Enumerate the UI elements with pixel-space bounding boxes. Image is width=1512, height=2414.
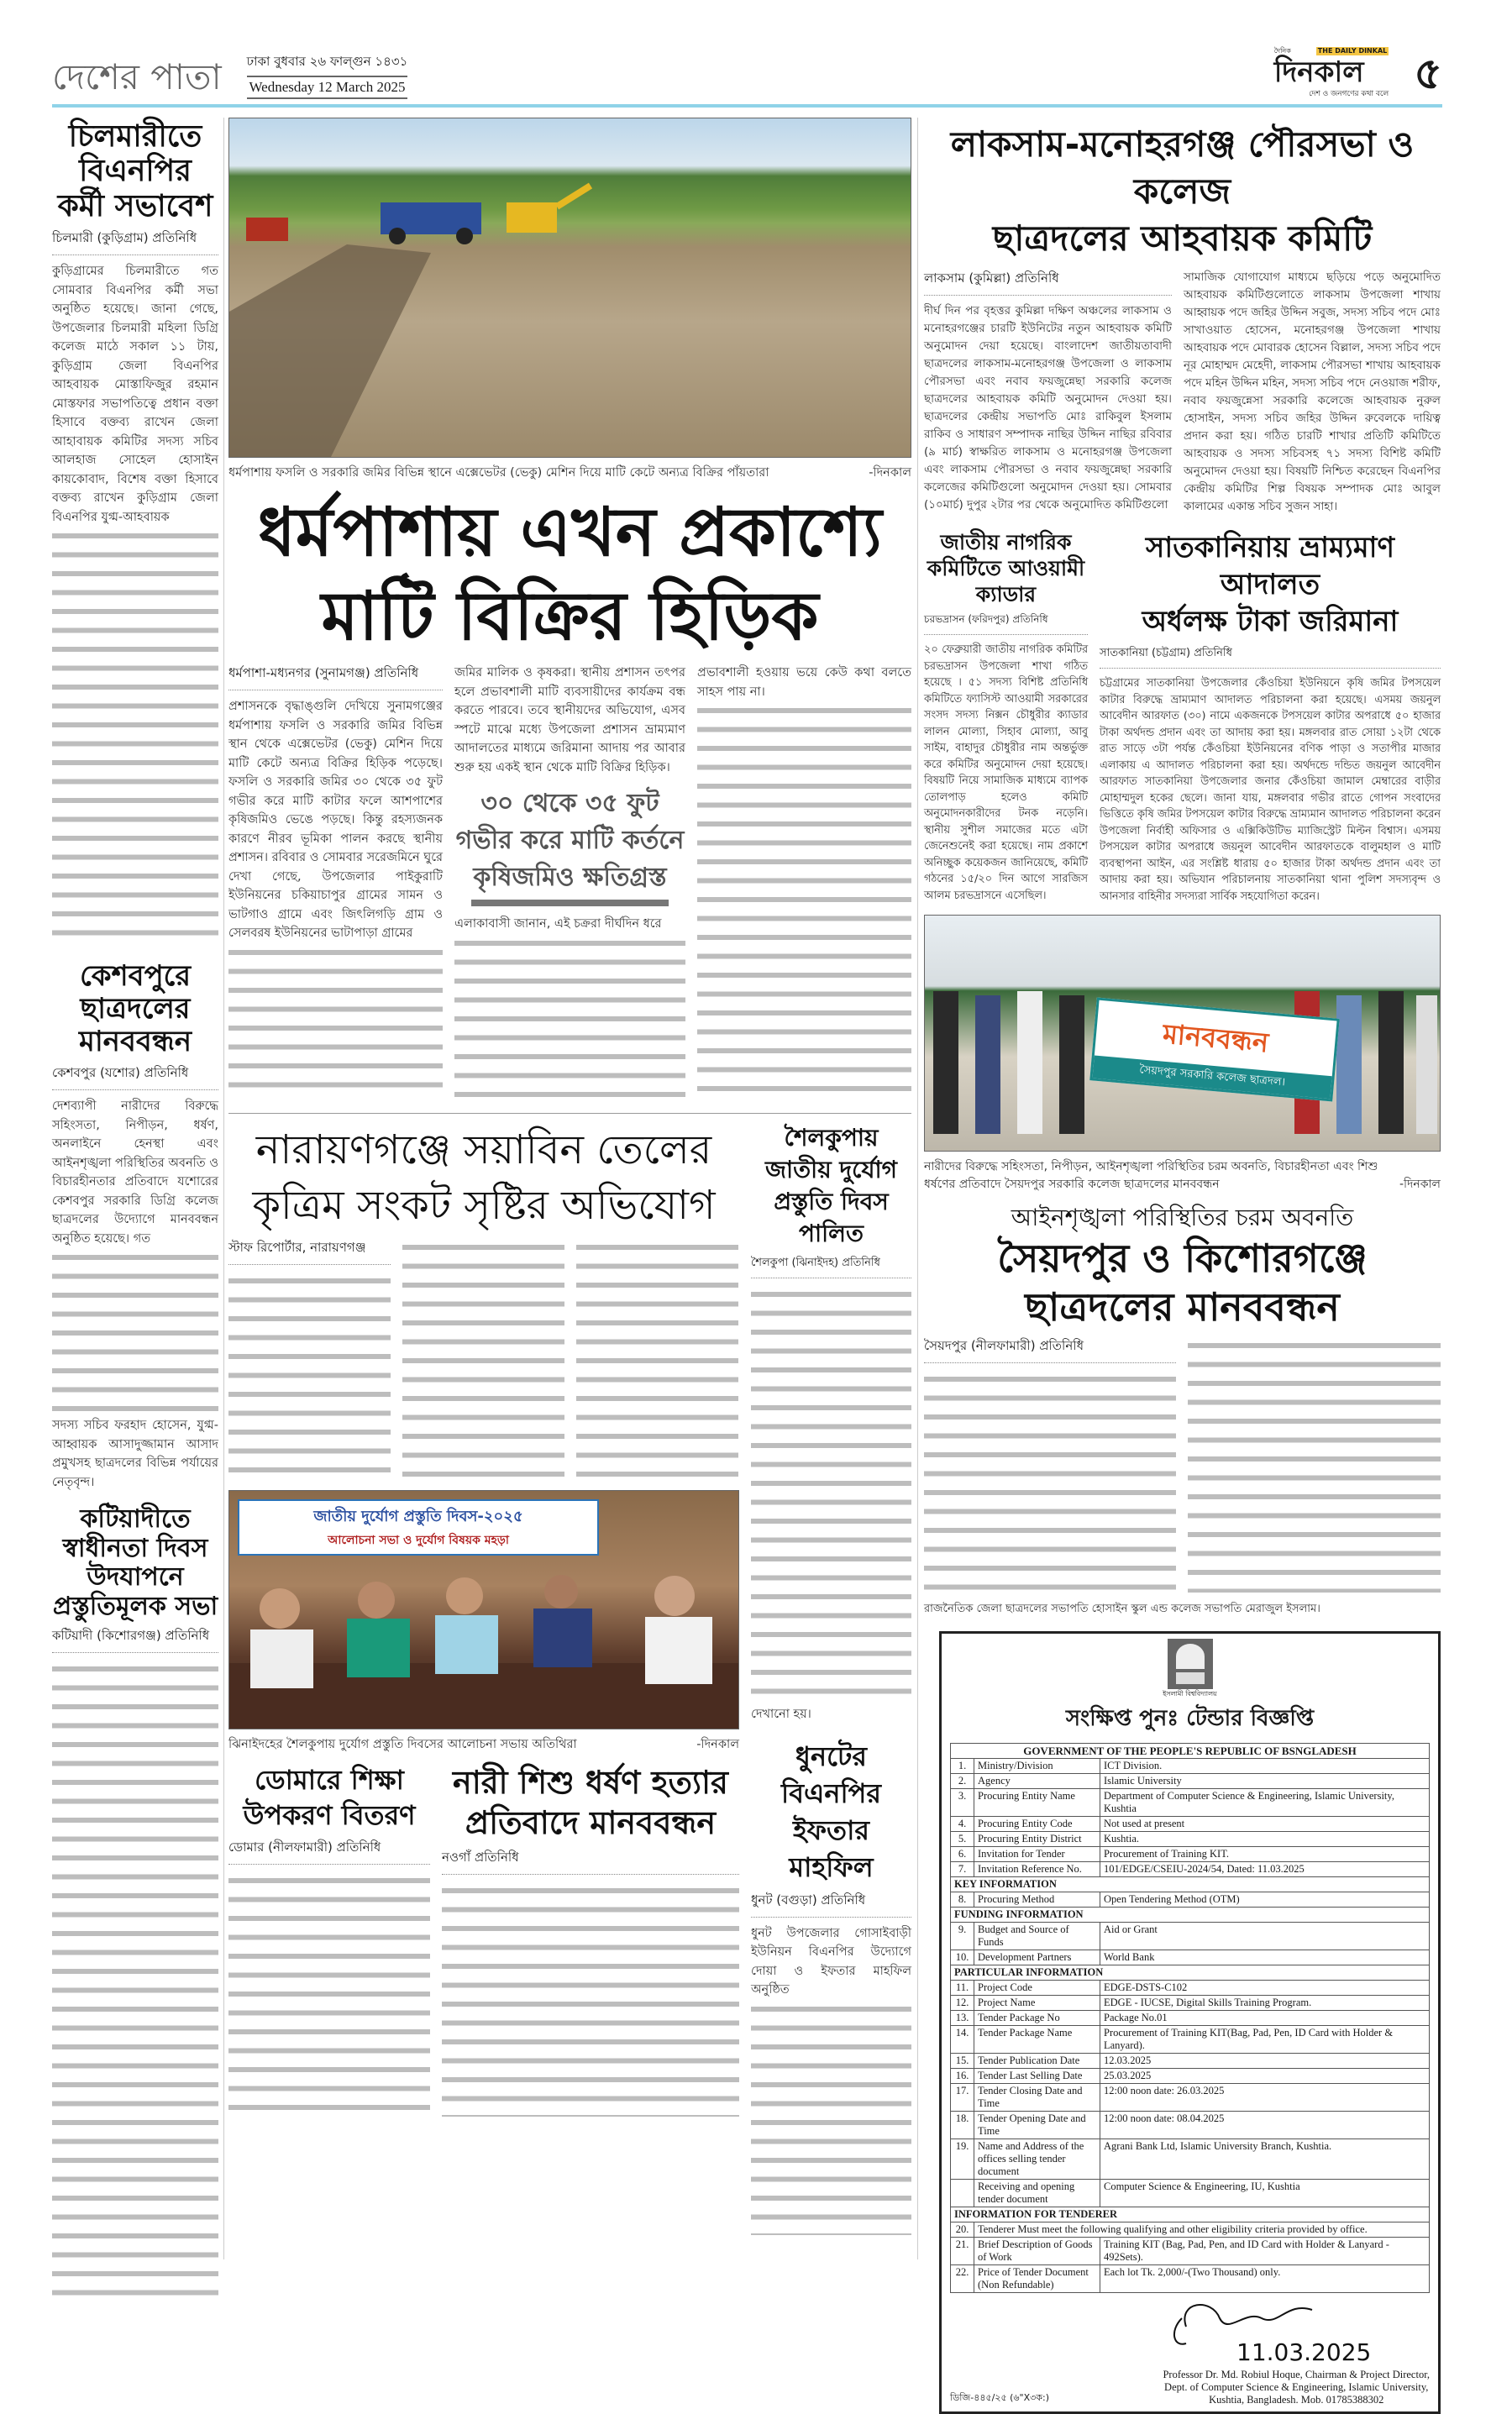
body-text-continued [52,1248,218,1416]
body-col-2-top: জমির মালিক ও কৃষকরা। স্থানীয় প্রশাসন তৎপর হলে প্রভাবশালী মাটি ব্যবসায়ীদের কার্যক্রম বন্ধ করতে পারবে। তবে স্থানীয়দের অভিযোগ, এসব স্পটে মাঝে মধ্যে উপজেলা প্রশাসন ভ্রাম্যমাণ আদালতের মাধ্যমে জরিমানা আদায় পর আবার শুরু হয় একই স্থান থেকে মাটি বিক্রির হিড়িক। [454,666,685,774]
row-number: 12. [951,1995,974,2010]
banner-title: মানববন্ধন [1161,1017,1270,1059]
caption-text: ধর্মপাশায় ফসলি ও সরকারি জমির বিভিন্ন স্থানে এক্সেভেটর (ভেকু) মেশিন দিয়ে মাটি কেটে অন্যত্র বিক্রির পাঁয়তারা [228,466,769,480]
table-row [951,1788,1430,1816]
mid-right-articles [924,529,1441,905]
page-number: ৫ [1414,49,1442,99]
section-label: FUNDING INFORMATION [951,1907,1430,1922]
row-number: 16. [951,2068,974,2083]
signatory-line: Professor Dr. Md. Robiul Hoque, Chairman & Project Director, [1163,2368,1430,2380]
table-row [951,2237,1430,2264]
row-value: Kushtia. [1100,1831,1430,1846]
row-value: Agrani Bank Ltd, Islamic University Branch, Kushtia. [1100,2138,1430,2179]
row-value: 12:00 noon date: 08.04.2025 [1100,2111,1430,2138]
headline-line: সাতকানিয়ায় ভ্রাম্যমাণ আদালত [1145,531,1395,601]
signatory-line: Dept. of Computer Science & Engineering, Islamic University, [1164,2380,1429,2393]
table-section-row [951,2207,1430,2222]
signatory-line: Kushtia, Bangladesh. Mob. 01785388302 [1209,2393,1384,2406]
logo-caption: ইসলামী বিশ্ববিদ্যালয় [1163,1689,1217,1698]
table-row [951,2264,1430,2292]
svg-text:11.03.2025: 11.03.2025 [1236,2338,1372,2366]
row-label: Name and Address of the offices selling tender document [974,2138,1100,2179]
row-label: Procuring Entity Name [974,1788,1100,1816]
table-row [951,2222,1430,2237]
table-row [951,1922,1430,1950]
section-label: INFORMATION FOR TENDERER [951,2207,1430,2222]
government-heading: GOVERNMENT OF THE PEOPLE'S REPUBLIC OF BSNGLADESH [951,1743,1430,1758]
table-row [951,2138,1430,2179]
row-value: EDGE - IUCSE, Digital Skills Training Program. [1100,1995,1430,2010]
headline-line: সৈয়দপুর ও কিশোরগঞ্জে [997,1236,1368,1281]
row-value: World Bank [1100,1950,1430,1965]
header-rule [52,104,1442,108]
row-label: Price of Tender Document (Non Refundable) [974,2264,1100,2292]
article-katiadi [52,1505,218,2298]
headline-line: ধর্মপাশায় এখন প্রকাশ্যে [258,493,882,571]
row-label: Tender Publication Date [974,2053,1100,2068]
row-number: 6. [951,1846,974,1861]
body-text-end: দেখানো হয়। [751,1708,811,1721]
row-label: Invitation Reference No. [974,1861,1100,1876]
row-number: 2. [951,1773,974,1788]
byline: চরভদ্রাসন (ফরিদপুর) প্রতিনিধি [924,612,1088,635]
article-laksam [924,269,1441,516]
section-label: PARTICULAR INFORMATION [951,1965,1430,1980]
row-number: 18. [951,2111,974,2138]
article-chilmari [52,119,218,947]
table-row [951,2083,1430,2111]
signature [1161,2293,1396,2369]
section-title: দেশের পাতা [52,56,222,97]
byline: কেশবপুর (যশোর) প্রতিনিধি [52,1063,218,1090]
pull-quote-rule [471,900,669,906]
article-satkania [1100,529,1441,905]
body-text: কুড়িগ্রামের চিলমারীতে গত সোমবার বিএনপির কর্মী সভা অনুষ্ঠিত হয়েছে। জানা গেছে, উপজেলার চিলমারী মহিলা ডিগ্রি কলেজ মাঠে সকাল ১১ টায়, কুড়িগ্রাম জেলা বিএনপির আহবায়ক মোস্তাফিজুর রহমান মোস্তফার সভাপতিত্বে প্রধান বক্তা হিসাবে বক্তব্য রাখেন জেলা আহাবায়ক কমিটির সদস্য সচিব আলহাজ সোহেল হোসাইন কায়কোবাদ, বিশেষ বক্তা হিসাবে বক্তব্য রাখেন কুড়িগ্রাম জেলা বিএনপির যুগ্ম-আহবায়ক [52,265,218,524]
row-label: Tender Package No [974,2010,1100,2025]
body-col-2-bottom: এলাকাবাসী জানান, এই চক্ররা দীর্ঘদিন ধরে [454,917,662,931]
left-column [52,119,218,2298]
row-value: Computer Science & Engineering, IU, Kushtia [1100,2179,1430,2207]
row-number: 1. [951,1758,974,1773]
body-text: ধুনট উপজেলার গোসাইবাড়ী ইউনিয়ন বিএনপির উদ্যোগে দোয়া ও ইফতার মাহফিল অনুষ্ঠিত [751,1926,911,1997]
photo-credit: -দিনকাল [1399,1178,1441,1191]
headline [442,1762,739,1843]
center-column [228,118,911,2235]
body-col-3: প্রভাবশালী হওয়ায় ভয়ে কেউ কথা বলতে সাহস পায় না। [697,666,911,699]
body-text [52,1660,218,2298]
row-value: Not used at present [1100,1816,1430,1831]
headline: ধুনটের বিএনপির ইফতার মাহফিল [781,1740,881,1883]
body-text-continued [52,527,218,947]
row-number: 5. [951,1831,974,1846]
article-charbhadrasan [924,529,1088,904]
byline: চিলমারী (কুড়িগ্রাম) প্রতিনিধি [52,228,218,255]
table-section-row [951,1965,1430,1980]
headline: কটিয়াদীতে স্বাধীনতা দিবস উদযাপনে প্রস্তুতিমূলক সভা [52,1504,218,1621]
row-label: Invitation for Tender [974,1846,1100,1861]
photo-excavation-field [228,118,911,458]
logo-text: দিনকাল [1273,55,1364,89]
headline-line: ছাত্রদলের আহবায়ক কমিটি [992,218,1373,259]
photo-caption [228,464,911,482]
table-row [951,1816,1430,1831]
body-col-3-continued [697,701,911,1105]
column-rule [223,118,224,2259]
body-col-1: দীর্ঘ দিন পর বৃহত্তর কুমিল্লা দক্ষিণ অঞ্চলের লাকসাম ও মনোহরগঞ্জের চারটি ইউনিটের নতুন আহবায়ক কমিটি অনুমোদন দেয়া হয়েছে। বাংলাদেশ জাতীয়তাবাদী ছাত্রদলের লাকসাম-মনোহরগঞ্জ উপজেলা ও লাকসাম পৌরসভা এবং নবাব ফয়জুন্নেছা সরকারি কলেজ ছাত্রদলের আহবায়ক কমিটি অনুমোদন দেওয়া হয়। ছাত্রদলের কেন্দ্রীয় সভাপতি মোঃ রাকিবুল ইসলাম রাকিব ও সাধারণ সম্পাদক নাছির উদ্দিন নাছির রবিবার (৯ মার্চ) স্বাক্ষরিত লাকসাম ও মনোহরগঞ্জ উপজেলা এবং লাকসাম পৌরসভা ও নবাব ফয়জুন্নেছা সরকারি কলেজের কমিটিগুলো অনুমোদন দেওয়া হয়। সোমবার (১০মার্চ) দুপুর ২টার পর থেকে অনুমোদিত কমিটিগুলো [924,304,1172,512]
photo-caption [924,1158,1441,1194]
row-value: Training KIT (Bag, Pad, Pen, and ID Card with Holder & Lanyard - 492Sets). [1100,2237,1430,2264]
headline-laksam [924,121,1441,262]
row-label: Receiving and opening tender document [974,2179,1100,2207]
table-section-row [951,1907,1430,1922]
logo-small-text: দৈনিক [1273,47,1291,55]
article-dharmapasha [228,664,911,1105]
table-header-row [951,1743,1430,1758]
headline-dharmapasha [228,491,911,659]
row-number: 19. [951,2138,974,2179]
row-number: 8. [951,1892,974,1907]
headline: কেশবপুরে ছাত্রদলের মানববন্ধন [78,959,192,1059]
row-label: Brief Description of Goods of Work [974,2237,1100,2264]
row-value: 12:00 noon date: 26.03.2025 [1100,2083,1430,2111]
body-text-end: সদস্য সচিব ফরহাদ হোসেন, যুগ্ম-আহ্বায়ক আসাদুজ্জামান আসাদ প্রমুখসহ ছাত্রদলের বিভিন্ন পর্যায়ের নেতৃবৃন্দ। [52,1419,218,1489]
article-dhunat [751,1738,911,2235]
logo-tagline: দেশ ও জনগণের কথা বলে [1309,90,1389,98]
row-label: Tender Opening Date and Time [974,2111,1100,2138]
table-row [951,1892,1430,1907]
row-label: Tender Closing Date and Time [974,2083,1100,2111]
banner-title: জাতীয় দুর্যোগ প্রস্তুতি দিবস-২০২৫ [313,1508,523,1525]
headline-line: প্রতিবাদে মানববন্ধন [465,1804,717,1841]
ad-code: ডিজি-৪৪৫/২৫ (৬"X৩ক:) [950,2391,1049,2403]
row-number [951,2179,974,2207]
banner-subtitle: আলোচনা সভা ও দুর্যোগ বিষয়ক মহড়া [328,1534,509,1547]
date-block [247,52,408,99]
bottom-articles [228,1762,739,2123]
table-row [951,1831,1430,1846]
headline-line: ছাত্রদলের মানববন্ধন [1025,1284,1340,1330]
row-number: 9. [951,1922,974,1950]
article-naogaon [442,1762,739,2117]
row-value: Procurement of Training KIT(Bag, Pad, Pen, ID Card with Holder & Lanyard). [1100,2025,1430,2053]
row-value: Each lot Tk. 2,000/-(Two Thousand) only. [1100,2264,1430,2292]
date-english: Wednesday 12 March 2025 [247,77,408,99]
table-row [951,2179,1430,2207]
photo-credit: -দিনকাল [696,1738,739,1751]
headline: শৈলকুপায় জাতীয় দুর্যোগ প্রস্তুতি দিবস পালিত [765,1124,897,1247]
photo-human-chain [924,915,1441,1152]
table-row [951,1861,1430,1876]
row-number: 20. [951,2222,974,2237]
row-number: 22. [951,2264,974,2292]
row-number: 14. [951,2025,974,2053]
photo-caption [228,1736,739,1754]
section-rule [228,1113,911,1114]
byline: ধুনট (বগুড়া) প্রতিনিধি [751,1891,911,1918]
headline-line: লাকসাম-মনোহরগঞ্জ পৌরসভা ও কলেজ [950,123,1415,212]
byline: সৈয়দপুর (নীলফামারী) প্রতিনিধি [924,1336,1176,1363]
table-row [951,1995,1430,2010]
byline: ডোমার (নীলফামারী) প্রতিনিধি [228,1838,430,1865]
row-value: 25.03.2025 [1100,2068,1430,2083]
headline-saidpur [924,1202,1441,1331]
tender-title: সংক্ষিপ্ত পুনঃ টেন্ডার বিজ্ঞপ্তি [1065,1705,1315,1731]
table-row [951,1758,1430,1773]
byline: কটিয়াদী (কিশোরগঞ্জ) প্রতিনিধি [52,1626,218,1653]
body-col-2-continued [454,934,685,1102]
table-row [951,2068,1430,2083]
row-number: 11. [951,1980,974,1995]
body-text [228,1871,430,2123]
date-bengali: ঢাকা বুধবার ২৬ ফাল্গুন ১৪৩১ [247,52,408,77]
table-row [951,1773,1430,1788]
row-number: 17. [951,2083,974,2111]
headline-line: অর্ধলক্ষ টাকা জরিমানা [1142,605,1399,638]
row-value: Package No.01 [1100,2010,1430,2025]
row-number: 3. [951,1788,974,1816]
body-text [924,1370,1176,1597]
headline: জাতীয় নাগরিক কমিটিতে আওয়ামী ক্যাডার [927,530,1085,606]
row-number: 13. [951,2010,974,2025]
body-text-end: রাজনৈতিক জেলা ছাত্রদলের সভাপতি হোসাইন স্কুল এন্ড কলেজ সভাপতি মেরাজুল ইসলাম। [924,1603,1320,1615]
body-text: দেশব্যাপী নারীদের বিরুদ্ধে সহিংসতা, নিপীড়ন, ধর্ষণ, অনলাইনে হেনস্থা এবং আইনশৃঙ্খলা পরিস্থিতির অবনতি ও বিচারহীনতার প্রতিবাদে যশোরের কেশবপুর সরকারি ডিগ্রি কলেজ ছাত্রদলের উদ্যোগে মানববন্ধন অনুষ্ঠিত হয়েছে। গত [52,1099,218,1246]
body-text [402,1238,564,1477]
row-number: 4. [951,1816,974,1831]
byline: নওগাঁ প্রতিনিধি [442,1848,739,1875]
byline: লাকসাম (কুমিল্লা) প্রতিনিধি [924,269,1172,296]
table-row [951,2111,1430,2138]
row-number: 10. [951,1950,974,1965]
byline: স্টাফ রিপোর্টার, নারায়ণগঞ্জ [228,1238,391,1265]
row-label: Procuring Method [974,1892,1100,1907]
tender-notice [939,1631,1441,2414]
row-label: Project Name [974,1995,1100,2010]
body-col-1: প্রশাসনকে বৃদ্ধাঙ্গুলি দেখিয়ে সুনামগঞ্জের ধর্মপাশায় ফসলি ও সরকারি জমির বিভিন্ন স্থান থেকে এক্সেভেটর (ভেকু) মেশিন দিয়ে মাটি কেটে অন্যত্র বিক্রির হিড়িক পড়েছে। ফসলি ও সরকারি জমির ৩০ থেকে ৩৫ ফুট গভীর করে মাটি কাটার ফলে আশপাশের কৃষিজমিও ভেঙে পড়ছে। কিন্তু রহস্যজনক কারণে নীরব ভূমিকা পালন করছে স্থানীয় প্রশাসন। রবিবার ও সোমবার সরেজমিনে ঘুরে দেখা গেছে, উপজেলার পাইকুরাটি ইউনিয়নের চকিয়াচাপুর গ্রামের সামন ও ভাটগাও গ্রামে এবং জিৎলিগড়ি গ্রাম ও সেলবরষ ইউনিয়নের ভাটাপাড়া গ্রামের [228,700,443,940]
table-row [951,1950,1430,1965]
byline: ধর্মপাশা-মধ্যনগর (সুনামগঞ্জ) প্রতিনিধি [228,664,443,690]
body-text-continued [751,2000,911,2235]
caption-text: ঝিনাইদহের শৈলকুপায় দুর্যোগ প্রস্তুতি দিবসের আলোচনা সভায় অতিথিরা [228,1738,577,1751]
headline-line: নারী শিশু ধর্ষণ হত্যার [453,1764,728,1801]
row-label: Agency [974,1773,1100,1788]
byline: শৈলকুপা (ঝিনাইদহ) প্রতিনিধি [751,1255,911,1278]
headline-narayanganj [228,1122,739,1233]
row-label: Development Partners [974,1950,1100,1965]
logo-english-text: THE DAILY DINKAL [1317,47,1388,55]
row-value: 101/EDGE/CSEIU-2024/54, Dated: 11.03.2025 [1100,1861,1430,1876]
body-text: চট্টগ্রামের সাতকানিয়া উপজেলার কেঁওচিয়া ইউনিয়নে কৃষি জমির টপসয়েল কাটার বিরুদ্ধে ভ্রাম্যমাণ আদালত পরিচালনা করা হয়েছে। এসময় জয়নুল আবেদীন আরফাত (৩০) নামে একজনকে টপসয়েল কাটার অপরাধে ৫০ হাজার টাকা অর্থদন্ড প্রদান এবং তা আদায় করা হয়। মঙ্গলবার রাত সোয়া ১২টা থেকে রাত সাড়ে ৩টা পর্যন্ত কেঁওচিয়া ইউনিয়নের বণিক পাড়া ও সতাপীর মাজার এলাকায় এ আদালত পরিচালনা করা হয়। অর্থদন্ডে দন্ডিত জয়নুল আবেদীন আরফাত সাতকানিয়া উপজেলার জনার কেঁওচিয়া জামাল মেম্বারের বাড়ীর মোহাম্মদুল হকের ছেলে। জানা যায়, মঙ্গলবার গভীর রাতে গোপন সংবাদের ভিত্তিতে কৃষি জমির টপসয়েল কাটার বিরুদ্ধে ভ্রাম্যমান আদালত পরিচালনা করেন উপজেলা নির্বাহী অফিসার ও এক্সিকিউটিভ ম্যাজিস্ট্রেট মিল্টন বিশ্বাস। এসময় টপসয়েল কাটার অপরাধে জয়নুল আবেদীন আরফাতকে বালুমহাল ও মাটি ব্যবস্থাপনা আইন, এর সংশ্লিষ্ট ধারায় ৫০ হাজার টাকা অর্থদন্ড প্রদান এবং তা আদায় করা হয়। অভিযান পরিচালনায় সাতকানিয়া থানা পুলিশ সদস্যবৃন্দ ও আনসার বাহিনীর সদস্যরা সার্বিক সহযোগিতা করেন। [1100,677,1441,903]
photo-disaster-meeting [228,1490,739,1729]
table-row [951,2053,1430,2068]
headline: ডোমারে শিক্ষা উপকরণ বিতরণ [243,1764,416,1831]
article-keshabpur [52,960,218,1492]
row-label: Project Code [974,1980,1100,1995]
lower-center [228,1122,911,2235]
article-narayanganj [228,1238,739,1482]
row-text: Tenderer Must meet the following qualifying and other eligibility criteria provided by office. [974,2222,1430,2237]
banner-subtitle: সৈয়দপুর সরকারি কলেজ ছাত্রদল। [1092,1056,1331,1099]
column-rule [917,118,918,2259]
body-text: ২০ ফেব্রুয়ারী জাতীয় নাগরিক কমিটির চরভদ্রাসন উপজেলা শাখা গঠিত হয়েছে । ৫১ সদস্য বিশিষ্ট প্রতিনিধি কমিটিতে ফ্যাসিস্ট আওয়ামী সরকারের সংসদ সদস্য নিক্সন চৌধুরীর ক্যাডার লালন মোল্যা, সিহাব মোল্যা, আবু সাইম, বাহাদুর চৌধুরীর নাম অন্তর্ভুক্ত করে কমিটির অনুমোদন দেয়া হয়েছে। বিষয়টি নিয়ে সামাজিক মাধ্যমে ব্যাপক তোলপাড় হলেও কমিটি অনুমোদনকারীদের টনক নড়েনি। স্থানীয় সুশীল সমাজের মতে এটা জেনেশুনেই করা হয়েছে। নাম প্রকাশে অনিচ্ছুক কয়েকজন জানিয়েছে, কমিটি গঠনের ১৫/২০ দিন আগে সারজিস আলম চরভদ্রাসনে এসেছিল। [924,643,1088,902]
page-header [52,47,1442,99]
article-saidpur [924,1336,1441,1597]
right-column [924,118,1441,2414]
row-value: Procurement of Training KIT. [1100,1846,1430,1861]
row-number: 21. [951,2237,974,2264]
photo-credit: -দিনকাল [869,466,911,480]
row-label: Budget and Source of Funds [974,1922,1100,1950]
table-row [951,1980,1430,1995]
row-value: Open Tendering Method (OTM) [1100,1892,1430,1907]
table-section-row [951,1876,1430,1892]
headline-line: নারায়ণগঞ্জে সয়াবিন তেলের [255,1126,712,1173]
body-text [751,1285,911,1705]
section-label: KEY INFORMATION [951,1876,1430,1892]
row-value: 12.03.2025 [1100,2053,1430,2068]
row-label: Procuring Entity District [974,1831,1100,1846]
body-text [442,1881,739,2117]
headline [1100,529,1441,640]
excavation-scene [229,118,911,458]
tender-table [950,1743,1430,2293]
table-row [951,1846,1430,1861]
article-domar [228,1762,430,2123]
table-row [951,2025,1430,2053]
row-label: Procuring Entity Code [974,1816,1100,1831]
body-col-1-continued [228,943,443,1094]
row-value: Islamic University [1100,1773,1430,1788]
caption-text: নারীদের বিরুদ্ধে সহিংসতা, নিপীড়ন, আইনশৃঙ্খলা পরিস্থিতির চরম অবনতি, বিচারহীনতা এবং শিশু ধর্ষণের প্রতিবাদে সৈয়দপুর সরকারি কলেজ ছাত্রদলের মানববন্ধন [924,1160,1378,1191]
newspaper-logo [1274,47,1389,99]
body-col-2: সামাজিক যোগাযোগ মাধ্যমে ছড়িয়ে পড়ে অনুমোদিত আহবায়ক কমিটিগুলোতে লাকসাম উপজেলা শাখায় আহ্বায়ক পদে জহির উদ্দিন সবুজ, সদস্য সচিব পদে মোঃ সাখাওয়াত হোসেন, মনোহরগঞ্জ উপজেলা শাখায় আহবায়ক পদে মোবারক হোসেন বিল্লাল, সদস্য সচিব পদে নূর মোহাম্মদ মেহেদী, লাকসাম পৌরসভা শাখায় আহবায়ক পদে মহিন উদ্দিন মহিন, সদস্য সচিব পদে নেওয়াজ শরীফ, নবাব ফয়জুন্নেসা সরকারি কলেজে আহবায়ক নুরুল হোসাইন, সদস্য সচিব জহির উদ্দিন রুবেলকে দায়িত্ব প্রদান করা হয়। গঠিত চারটি শাখার প্রতিটি কমিটিতে আহবায়ক ও সদস্য সচিবসহ ৭১ সদস্য বিশিষ্ট কমিটি অনুমোদন দেওয়া হয়। বিষয়টি নিশ্চিত করেছেন বিএনপির কেন্দ্রীয় কমিটির শিল্প বিষয়ক সম্পাদক মোঃ আবুল কালামের একান্ত সচিব সুজন সাহা। [1184,270,1441,513]
row-label: Tender Package Name [974,2025,1100,2053]
body-text [228,1272,391,1482]
headline-line: মাটি বিক্রির হিড়িক [321,577,819,655]
table-row [951,2010,1430,2025]
row-value: EDGE-DSTS-C102 [1100,1980,1430,1995]
row-number: 7. [951,1861,974,1876]
row-value: Aid or Grant [1100,1922,1430,1950]
row-value: ICT Division. [1100,1758,1430,1773]
body-text [576,1238,738,1477]
byline: সাতকানিয়া (চট্টগ্রাম) প্রতিনিধি [1100,645,1441,669]
headline: চিলমারীতে বিএনপির কর্মী সভাবেশ [57,119,213,223]
row-value: Department of Computer Science & Engineering, Islamic University, Kushtia [1100,1788,1430,1816]
row-number: 15. [951,2053,974,2068]
row-label: Ministry/Division [974,1758,1100,1773]
row-label: Tender Last Selling Date [974,2068,1100,2083]
signatory [1163,2369,1430,2406]
headline-line: কৃত্রিম সংকট সৃষ্টির অভিযোগ [252,1182,716,1229]
university-logo [1168,1639,1213,1689]
event-banner [238,1499,599,1556]
pull-quote-text: ৩০ থেকে ৩৫ ফুট গভীর করে মাটি কর্তনে কৃষিজমিও ক্ষতিগ্রস্ত [455,789,685,892]
kicker: আইনশৃঙ্খলা পরিস্থিতির চরম অবনতি [1011,1204,1354,1231]
body-text [1188,1336,1441,1593]
pull-quote [454,785,685,906]
article-shoilkupa [751,1122,911,1724]
